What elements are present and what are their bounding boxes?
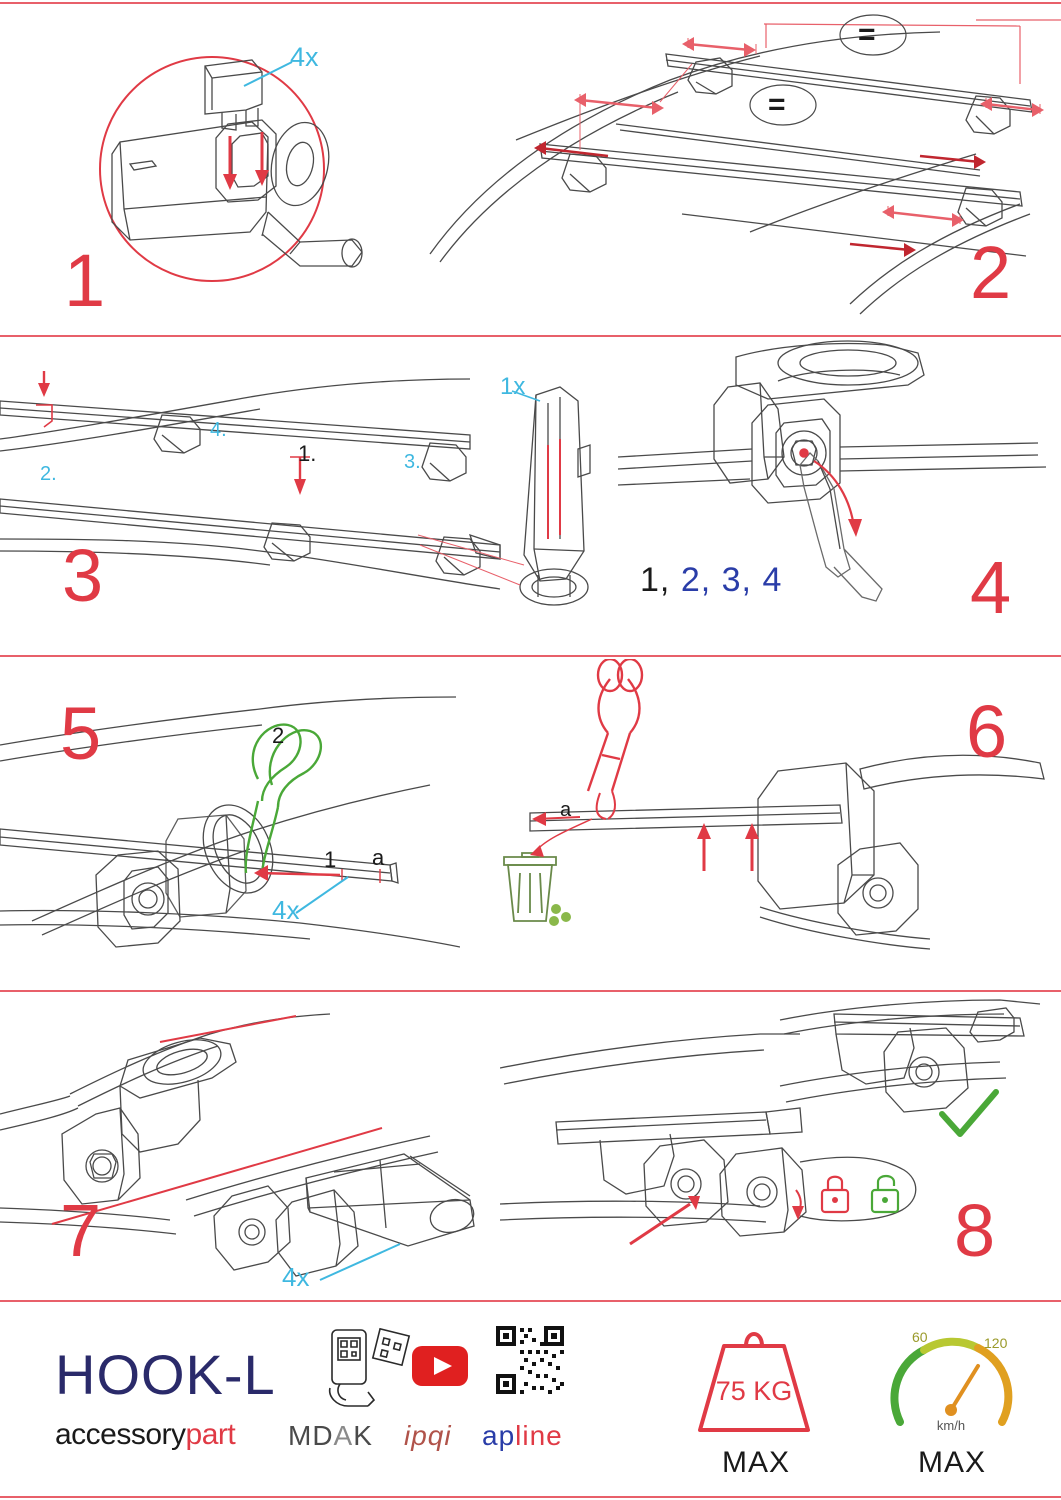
step-4-sequence (640, 561, 782, 600)
step-2-illustration (420, 4, 1061, 334)
step-number-1: 1 (64, 239, 106, 322)
callout-step5-a: a (372, 845, 385, 870)
qr-scan-phone-icon (322, 1326, 412, 1412)
step-3-panel (0, 339, 618, 654)
product-name: HOOK-L (55, 1343, 276, 1406)
step-number-5: 5 (60, 692, 102, 775)
logo-mdak-text-a: MD (288, 1420, 334, 1451)
logo-ipqi (404, 1420, 452, 1452)
qr-code-icon (494, 1324, 566, 1396)
speed-limit-gauge-icon (886, 1318, 1016, 1444)
equal-ellipse-left (748, 80, 818, 130)
step-number-6: 6 (966, 690, 1008, 773)
seq-4: 4 (762, 561, 783, 599)
step-number-3: 3 (62, 534, 104, 617)
logo-ipqi-text: ipqi (404, 1420, 452, 1451)
step-4-panel (618, 339, 1061, 654)
weight-limit-label: MAX (722, 1446, 791, 1479)
callout-step6-a: a (560, 799, 572, 821)
gauge-tick-120: 120 (984, 1335, 1008, 1351)
step-7-panel (0, 994, 500, 1300)
logo-apline (482, 1420, 563, 1452)
tagline-part-2: part (185, 1418, 236, 1451)
callout-step7-4x: 4x (282, 1262, 310, 1292)
step-number-7: 7 (60, 1189, 102, 1272)
callout-step5-4x: 4x (272, 895, 300, 925)
callout-step5-1: 1 (324, 847, 337, 872)
step-2-panel (420, 4, 1061, 334)
callout-step3-4: 4. (210, 419, 227, 441)
callout-step5-2: 2 (272, 723, 285, 748)
callout-step3-3: 3. (404, 451, 421, 473)
callout-step3-2: 2. (40, 463, 57, 485)
step-5-panel (0, 659, 460, 989)
weight-limit-value: 75 KG (715, 1376, 793, 1406)
footer (0, 1300, 1061, 1500)
logo-apline-text-a: ap (482, 1420, 516, 1451)
gauge-unit: km/h (936, 1418, 966, 1433)
callout-step2-equal-left: = (768, 88, 786, 121)
logo-mdak-text-c: K (353, 1420, 373, 1451)
callout-step3-1: 1. (298, 441, 317, 466)
step-6-panel (460, 659, 1061, 989)
callout-step3-1x: 1x (500, 373, 526, 400)
callout-step1-4x: 4x (290, 42, 319, 72)
step-number-2: 2 (970, 231, 1012, 314)
divider-2 (0, 655, 1061, 657)
step-number-8: 8 (954, 1189, 996, 1272)
step-1-illustration (0, 4, 420, 334)
step-number-4: 4 (970, 546, 1012, 629)
gauge-tick-60: 60 (912, 1329, 928, 1345)
youtube-icon[interactable] (412, 1346, 468, 1386)
tagline-part-1: accessory (55, 1418, 186, 1451)
seq-3: 3, (721, 561, 763, 599)
step-1-panel (0, 4, 420, 334)
callout-step2-equal-right: = (858, 18, 876, 51)
step-8-panel (500, 994, 1061, 1300)
brand-tagline (55, 1418, 235, 1452)
divider-1 (0, 335, 1061, 337)
equal-ellipse-right (838, 10, 908, 60)
logo-mdak-text-b: A (333, 1420, 354, 1451)
logo-apline-text-b: line (515, 1420, 563, 1451)
seq-2: 2, (680, 561, 722, 599)
speed-limit-label: MAX (918, 1446, 987, 1479)
seq-1: 1, (640, 561, 681, 599)
logo-mdak (288, 1420, 373, 1452)
divider-3 (0, 990, 1061, 992)
weight-limit-icon (684, 1320, 824, 1440)
